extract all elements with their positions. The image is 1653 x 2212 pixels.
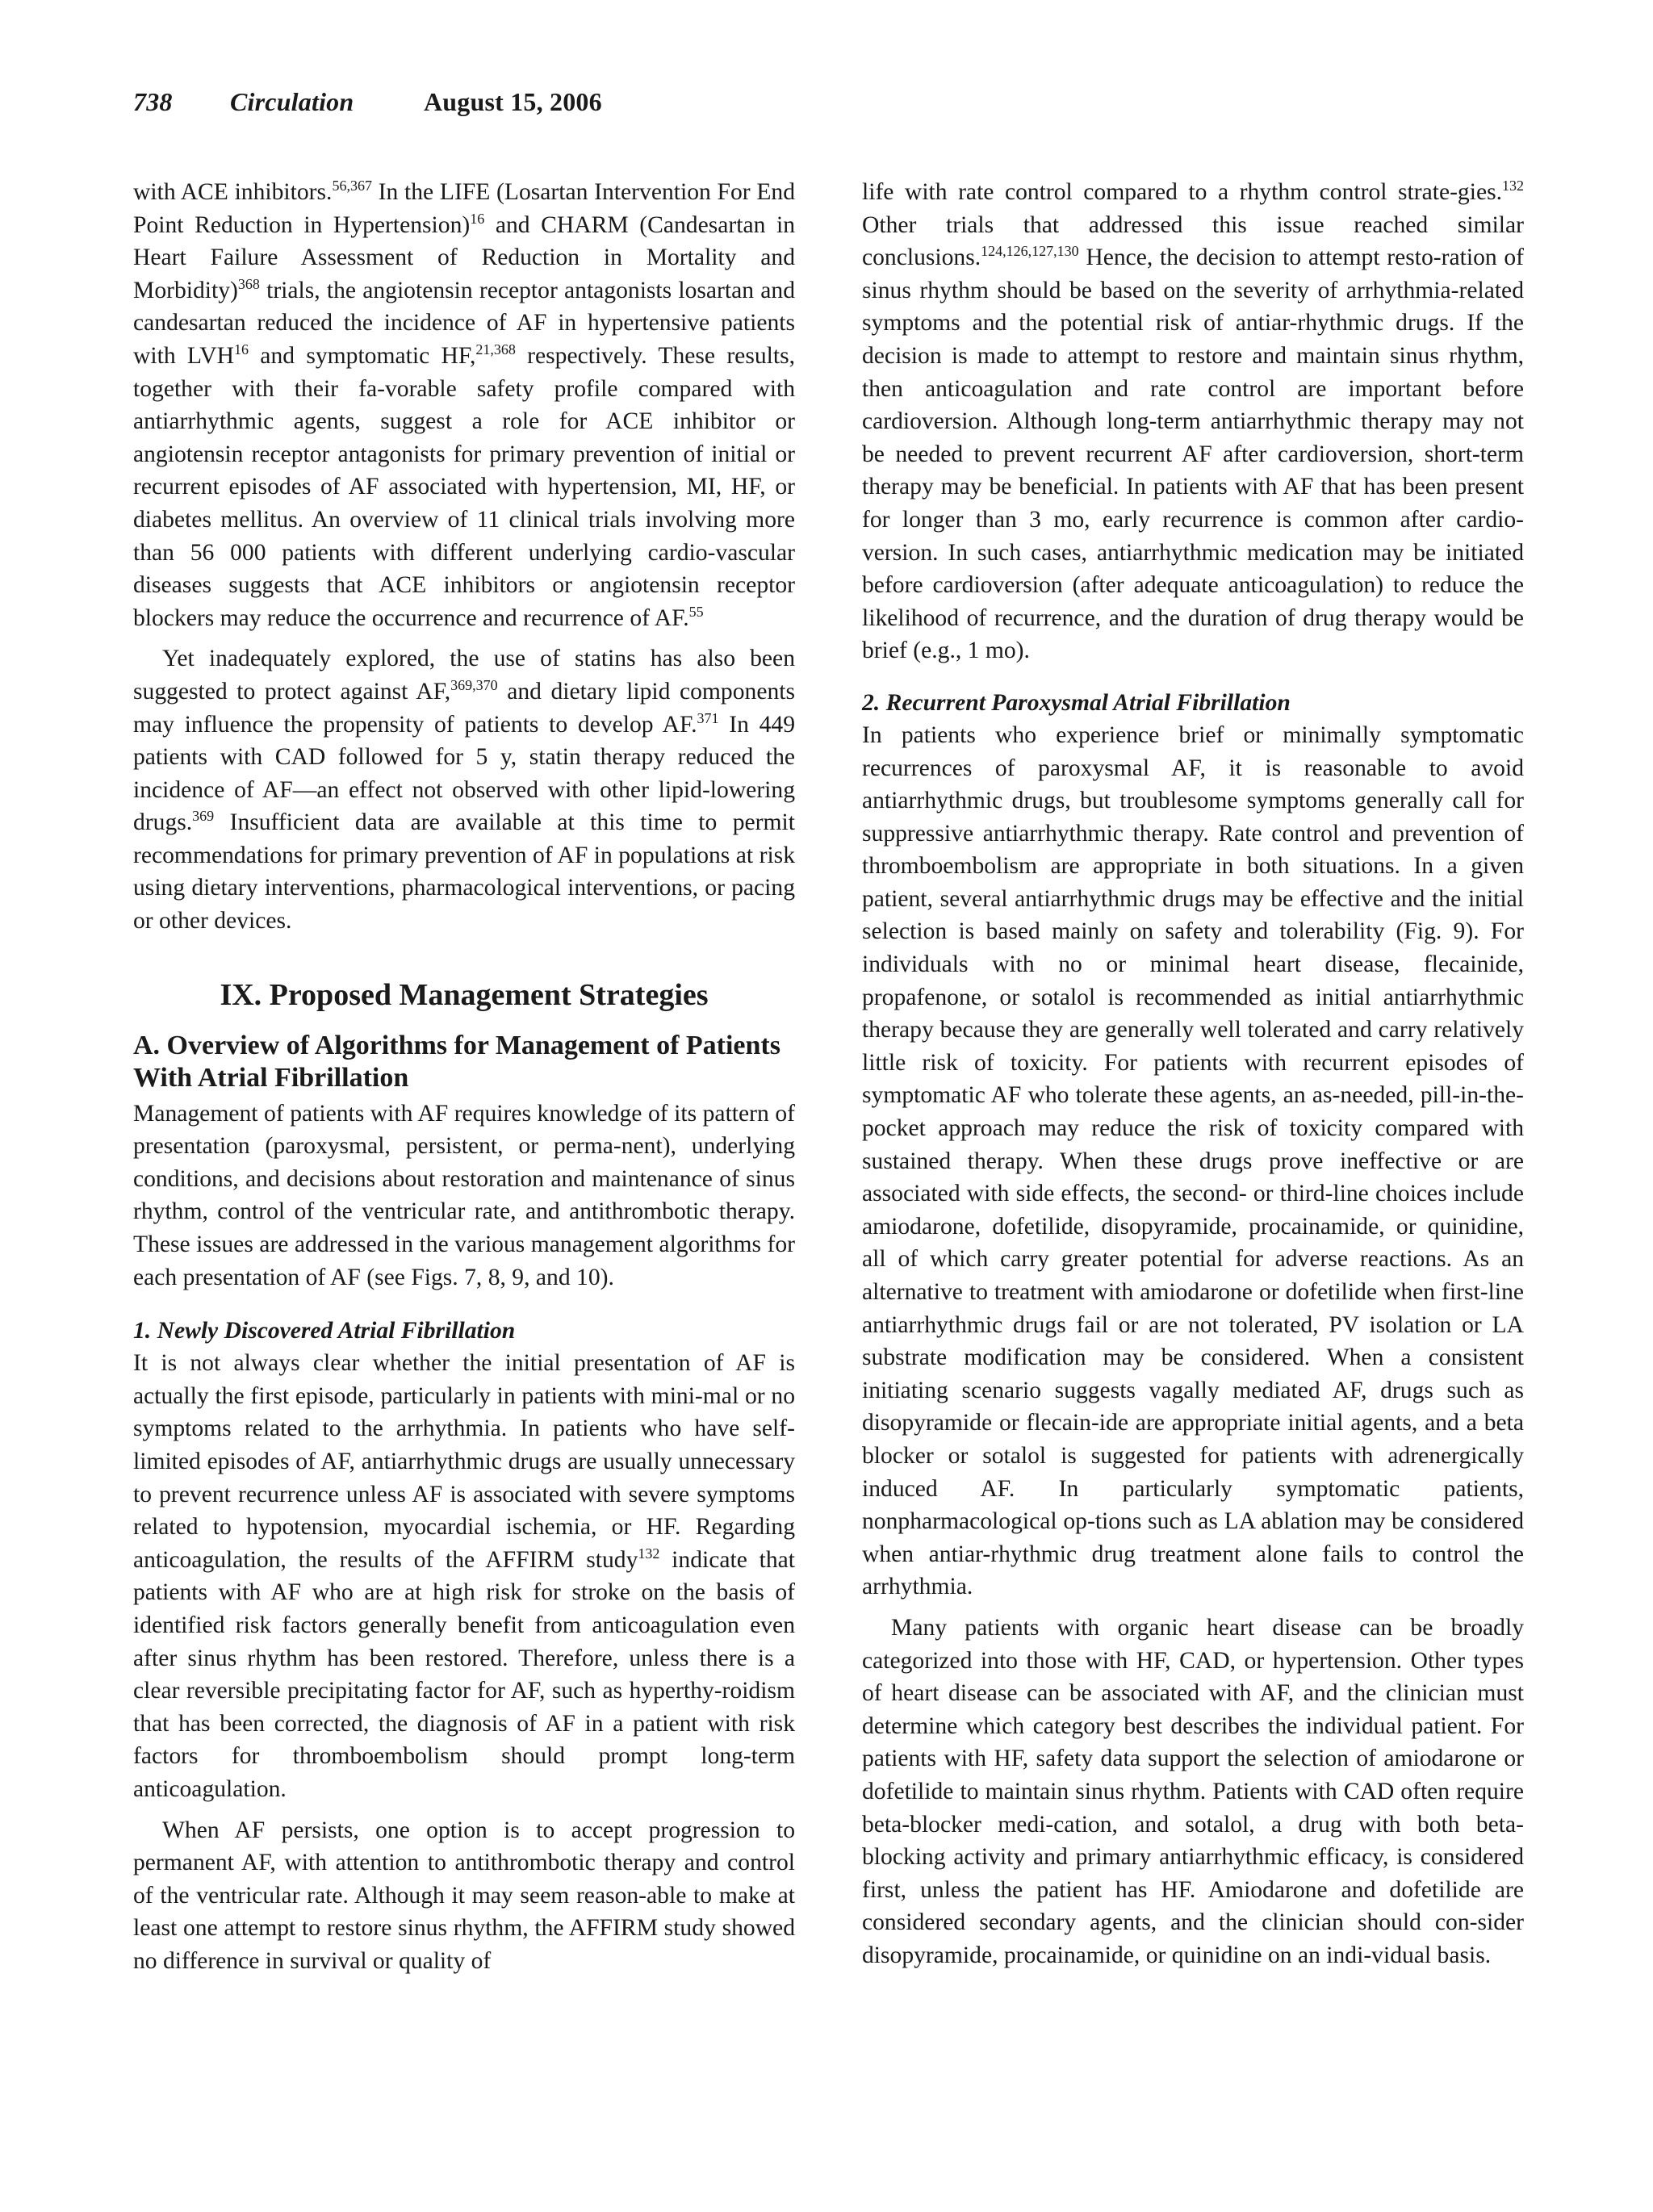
section-heading: IX. Proposed Management Strategies: [220, 977, 709, 1012]
citation: 368: [237, 275, 260, 292]
paragraph: Management of patients with AF requires knowledge of its pattern of presentation (paroxysmal, persistent, or perma-nent), underlying conditions, and decisions about restoration and maintenance of sinus rhythm, control of the ventricular rate, and antithrombotic therapy. These issues are addressed in the various management algorithms for each presentation of AF (see Figs. 7, 8, 9, and 10).: [133, 1100, 795, 1290]
citation: 16: [470, 210, 485, 227]
paragraph: Yet inadequately explored, the use of statins has also been suggested to protect against AF,$^{369,370}$ and dietary lipid components may influence the propensity of patients to develop AF.$^{371}$ In 449 patients with CAD followed for 5 y, statin therapy reduced the incidence of AF—an effect not observed with other lipid-lowering drugs.$^{369}$ Insufficient data are available at this time to permit recommendations for primary prevention of AF in populations at risk using dietary interventions, pharmacological interventions, or pacing or other devices.: [133, 646, 795, 935]
citation: 21,368: [475, 341, 516, 358]
right-column: [862, 176, 1524, 1972]
issue-date: August 15, 2006: [424, 87, 602, 116]
journal-title: Circulation: [230, 87, 354, 116]
paragraph: When AF persists, one option is to accept progression to permanent AF, with attention to antithrombotic therapy and control of the ventricular rate. Although it may seem reason-able to make at least one attempt to restore sinus rhythm, the AFFIRM study showed no difference in survival or quality of: [133, 1817, 795, 1974]
paragraph: Many patients with organic heart disease can be broadly categorized into those with HF, CAD, or hypertension. Other types of heart disease can be associated with AF, and the clinician must determine which category best describes the individual patient. For patients with HF, safety data support the selection of amiodarone or dofetilide to maintain sinus rhythm. Patients with CAD often require beta-blocker medi-cation, and sotalol, a drug with both beta-blocking activity and primary antiarrhythmic efficacy, is considered first, unless the patient has HF. Amiodarone and dofetilide are considered secondary agents, and the clinician should con-sider disopyramide, procainamide, or quinidine on an indi-vidual basis.: [862, 1614, 1524, 1968]
citation: 124,126,127,130: [981, 243, 1079, 260]
subsubsection-heading: 1. Newly Discovered Atrial Fibrillation: [133, 1318, 516, 1344]
citation: 132: [1502, 178, 1524, 194]
citation: 369: [192, 808, 215, 825]
subsection-heading: A. Overview of Algorithms for Management of Patients With Atrial Fibrillation: [133, 1030, 780, 1093]
citation: 371: [697, 709, 719, 726]
left-column: [133, 176, 795, 1978]
paragraph: In patients who experience brief or minimally symptomatic recurrences of paroxysmal AF, it is reasonable to avoid antiarrhythmic drugs, but troublesome symptoms generally call for suppressive antiarrhythmic therapy. Rate control and prevention of thromboembolism are appropriate in both situations. In a given patient, several antiarrhythmic drugs may be effective and the initial selection is based mainly on safety and tolerability (Fig. 9). For individuals with no or minimal heart disease, flecainide, propafenone, or sotalol is recommended as initial antiarrhythmic therapy because they are generally well tolerated and carry relatively little risk of toxicity. For patients with recurrent episodes of symptomatic AF who tolerate these agents, an as-needed, pill-in-the-pocket approach may reduce the risk of toxicity compared with sustained therapy. When these drugs prove ineffective or are associated with side effects, the second- or third-line choices include amiodarone, dofetilide, disopyramide, procainamide, or quinidine, all of which carry greater potential for adverse reactions. As an alternative to treatment with amiodarone or dofetilide when first-line antiarrhythmic drugs fail or are not tolerated, PV isolation or LA substrate modification may be considered. When a consistent initiating scenario suggests vagally mediated AF, drugs such as disopyramide or flecain-ide are appropriate initial agents, and a beta blocker or sotalol is suggested for patients with adrenergically induced AF. In particularly symptomatic patients, nonpharmacological op-tions such as LA ablation may be considered when antiar-rhythmic drug treatment alone fails to control the arrhythmia.: [862, 721, 1524, 1600]
subsubsection-heading: 2. Recurrent Paroxysmal Atrial Fibrillation: [862, 689, 1291, 716]
citation: 132: [638, 1545, 660, 1562]
paragraph: with ACE inhibitors.$^{56,367}$ In the LIFE (Losartan Intervention For End Point Reduction in Hypertension)$^{16}$ and CHARM (Candesartan in Heart Failure Assessment of Reduction in Mortality and Morbidity)$^{368}$ trials, the angiotensin receptor antagonists losartan and candesartan reduced the incidence of AF in hypertensive patients with LVH$^{16}$ and symptomatic HF,$^{21,368}$ respectively. These results, together with their fa-vorable safety profile compared with antiarrhythmic agents, suggest a role for ACE inhibitor or angiotensin receptor antagonists for primary prevention of initial or recurrent episodes of AF associated with hypertension, MI, HF, or diabetes mellitus. An overview of 11 clinical trials involving more than 56 000 patients with different underlying cardio-vascular diseases suggests that ACE inhibitors or angiotensin receptor blockers may reduce the occurrence and recurrence of AF.$^{55}$: [133, 178, 795, 631]
citation: 16: [234, 341, 249, 358]
citation: 55: [688, 603, 704, 620]
running-head: [133, 87, 602, 117]
paragraph: It is not always clear whether the initial presentation of AF is actually the first episode, particularly in patients with mini-mal or no symptoms related to the arrhythmia. In patients who have self-limited episodes of AF, antiarrhythmic drugs are usually unnecessary to prevent recurrence unless AF is associated with severe symptoms related to hypotension, myocardial ischemia, or HF. Regarding anticoagulation, the results of the AFFIRM study$^{132}$ indicate that patients with AF who are at high risk for stroke on the basis of identified risk factors generally benefit from anticoagulation even after sinus rhythm has been restored. Therefore, unless there is a clear reversible precipitating factor for AF, such as hyperthy-roidism that has been corrected, the diagnosis of AF in a patient with risk factors for thromboembolism should prompt long-term anticoagulation.: [133, 1350, 795, 1802]
paragraph: life with rate control compared to a rhythm control strate-gies.$^{132}$ Other trials that addressed this issue reached similar conclusions.$^{124,126,127,130}$ Hence, the decision to attempt resto-ration of sinus rhythm should be based on the severity of arrhythmia-related symptoms and the potential risk of antiar-rhythmic drugs. If the decision is made to attempt to restore and maintain sinus rhythm, then anticoagulation and rate control are important before cardioversion. Although long-term antiarrhythmic therapy may not be needed to prevent recurrent AF after cardioversion, short-term therapy may be beneficial. In patients with AF that has been present for longer than 3 mo, early recurrence is common after cardio-version. In such cases, antiarrhythmic medication may be initiated before cardioversion (after adequate anticoagulation) to reduce the likelihood of recurrence, and the duration of drug therapy would be brief (e.g., 1 mo).: [862, 178, 1524, 664]
citation: 369,370: [450, 676, 498, 693]
citation: 56,367: [332, 178, 372, 194]
page-number: 738: [133, 87, 173, 116]
